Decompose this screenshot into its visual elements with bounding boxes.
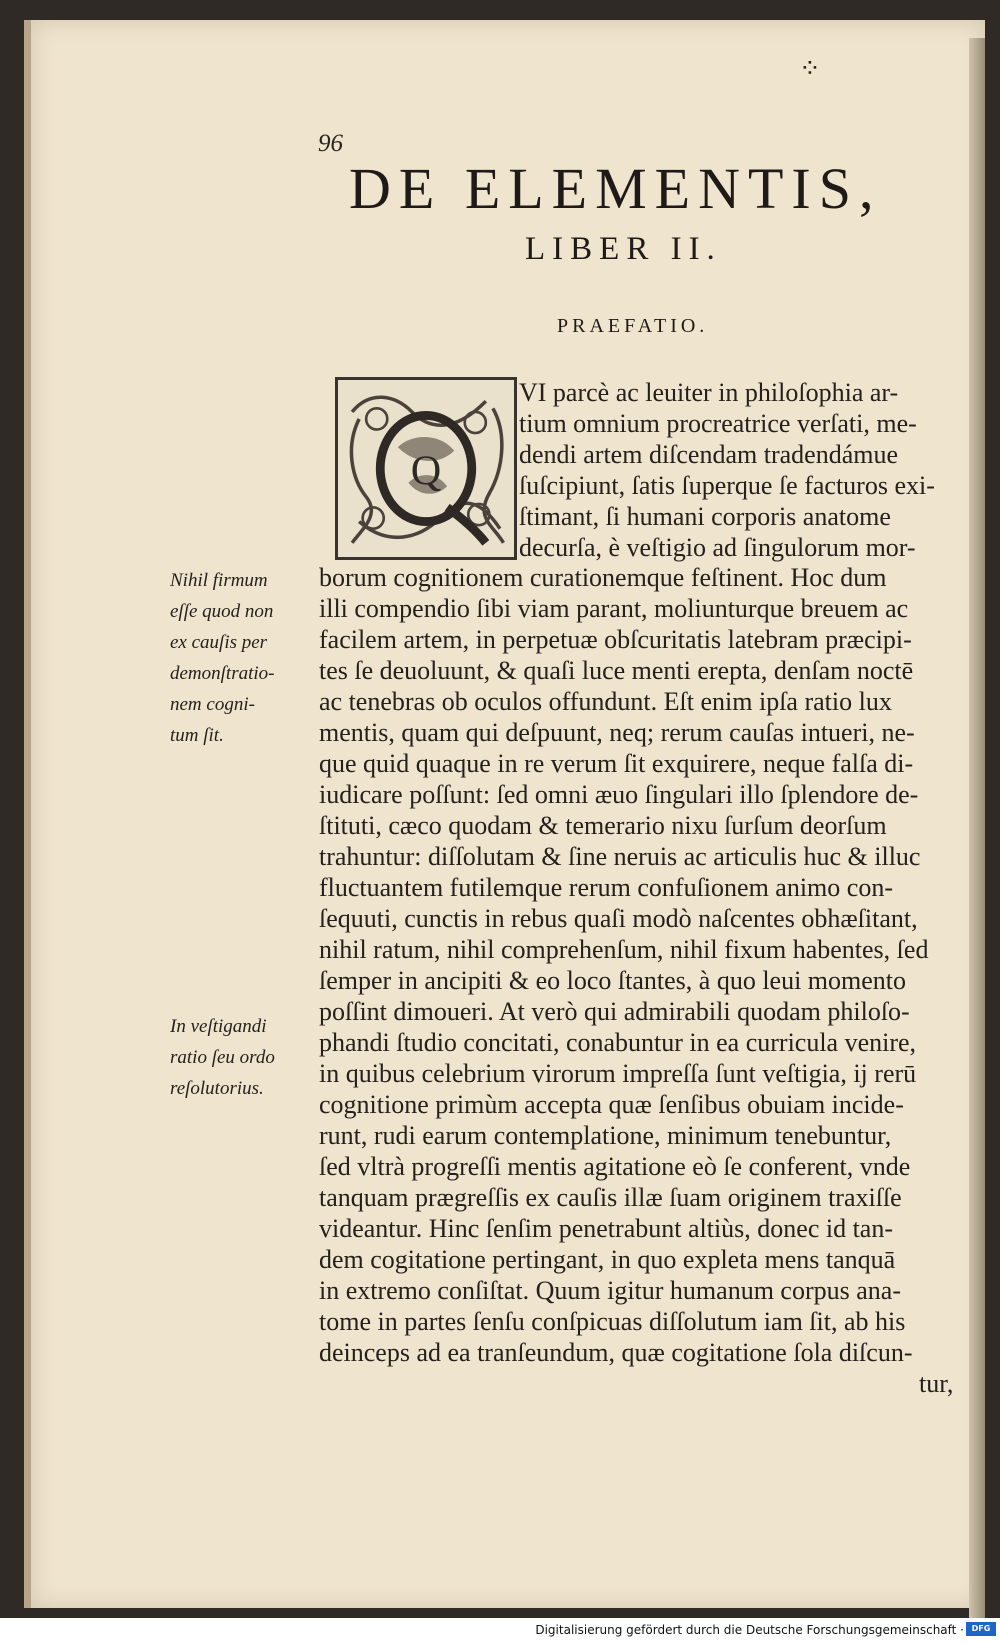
body-line: tanquam prægreſſis ex cauſis illæ ſuam originem traxiſſe xyxy=(319,1183,902,1212)
body-line: facilem artem, in perpetuæ obſcuritatis latebram præcipi- xyxy=(319,625,912,654)
body-line: tur, xyxy=(919,1369,954,1398)
body-line: ſuſcipiunt, ſatis ſuperque ſe facturos exi- xyxy=(519,471,935,500)
decorated-initial xyxy=(335,377,517,560)
body-line: ſed vltrà progreſſi mentis agitatione eò ſe conferent, vnde xyxy=(319,1152,911,1181)
body-line: ac tenebras ob oculos offundunt. Eſt enim ipſa ratio lux xyxy=(319,687,892,716)
page-number: 96 xyxy=(318,130,343,157)
digitization-footer xyxy=(0,1618,1000,1643)
margin-note-line: Nihil firmum xyxy=(170,570,268,591)
body-line: que quid quaque in re verum ſit exquirere, neque falſa di- xyxy=(319,749,914,778)
dfg-logo: DFG xyxy=(966,1622,996,1636)
body-line: mentis, quam qui deſpuunt, neq; rerum cauſas intueri, ne- xyxy=(319,718,915,747)
margin-note-line: ratio ſeu ordo xyxy=(170,1047,275,1068)
body-line: in extremo conſiſtat. Quum igitur humanum corpus ana- xyxy=(319,1276,901,1305)
margin-note-line: ex cauſis per xyxy=(170,632,268,653)
body-line: iudicare poſſunt: ſed omni æuo ſingulari illo ſplendore de- xyxy=(319,780,919,809)
body-line: dem cogitatione pertingant, in quo expleta mens tanquā xyxy=(319,1245,896,1274)
margin-note-line: tum ſit. xyxy=(170,725,224,746)
body-line: in quibus celebrium virorum impreſſa ſunt veſtigia, ij rerū xyxy=(319,1059,917,1088)
book-page xyxy=(24,20,985,1608)
body-line: phandi ſtudio concitati, conabuntur in ea curricula venire, xyxy=(319,1028,917,1057)
margin-note-line: demonſtratio- xyxy=(170,663,275,684)
footer-credit: Digitalisierung gefördert durch die Deutsche Forschungsgemeinschaft · xyxy=(535,1623,964,1637)
body-line: nihil ratum, nihil comprehenſum, nihil fixum habentes, ſed xyxy=(319,935,929,964)
book-subtitle: LIBER II. xyxy=(525,231,722,267)
body-line: ſequuti, cunctis in rebus quaſi modò naſcentes obhæſitant, xyxy=(319,904,918,933)
body-line: runt, rudi earum contemplatione, minimum tenebuntur, xyxy=(319,1121,892,1150)
body-line: fluctuantem futilemque rerum confuſionem animo con- xyxy=(319,873,893,902)
body-line: deinceps ad ea tranſeundum, quæ cogitatione ſola diſcun- xyxy=(319,1338,913,1367)
body-line: dendi artem diſcendam tradendámue xyxy=(519,440,899,469)
margin-note-line: nem cogni- xyxy=(170,694,255,715)
margin-note-line: In veſtigandi xyxy=(170,1016,267,1037)
body-line: cognitione primùm accepta quæ ſenſibus obuiam incide- xyxy=(319,1090,904,1119)
body-line: borum cognitionem curationemque feſtinent. Hoc dum xyxy=(319,563,887,592)
body-line: tome in partes ſenſu conſpicuas diſſolutum iam ſit, ab his xyxy=(319,1307,906,1336)
body-line: ſtimant, ſi humani corporis anatome xyxy=(519,502,891,531)
body-line: VI parcè ac leuiter in philoſophia ar- xyxy=(519,378,899,407)
body-line: ſemper in ancipiti & eo loco ſtantes, à quo leui momento xyxy=(319,966,907,995)
page-edge-strip xyxy=(969,38,985,1630)
body-line: trahuntur: diſſolutam & ſine neruis ac articulis huc & illuc xyxy=(319,842,921,871)
body-line: illi compendio ſibi viam parant, moliunturque breuem ac xyxy=(319,594,909,623)
margin-note-line: eſſe quod non xyxy=(170,601,274,622)
body-line: poſſint dimoueri. At verò qui admirabili quodam philoſo- xyxy=(319,997,910,1026)
body-line: tium omnium procreatrice verſati, me- xyxy=(519,409,917,438)
decorated-initial-art xyxy=(338,380,514,557)
page-title: DE ELEMENTIS, xyxy=(349,156,882,221)
body-line: tes ſe deuoluunt, & quaſi luce menti erepta, denſam noctē xyxy=(319,656,914,685)
body-line: decurſa, è veſtigio ad ſingulorum mor- xyxy=(519,533,916,562)
drop-cap-letter: Q xyxy=(410,447,442,495)
body-line: ſtituti, cæco quodam & temerario nixu ſurſum deorſum xyxy=(319,811,887,840)
body-line: videantur. Hinc ſenſim penetrabunt altiùs, donec id tan- xyxy=(319,1214,894,1243)
preface-heading: PRAEFATIO. xyxy=(557,315,709,337)
margin-note-line: reſolutorius. xyxy=(170,1078,264,1099)
top-right-ornament: ⁘ xyxy=(799,54,823,83)
